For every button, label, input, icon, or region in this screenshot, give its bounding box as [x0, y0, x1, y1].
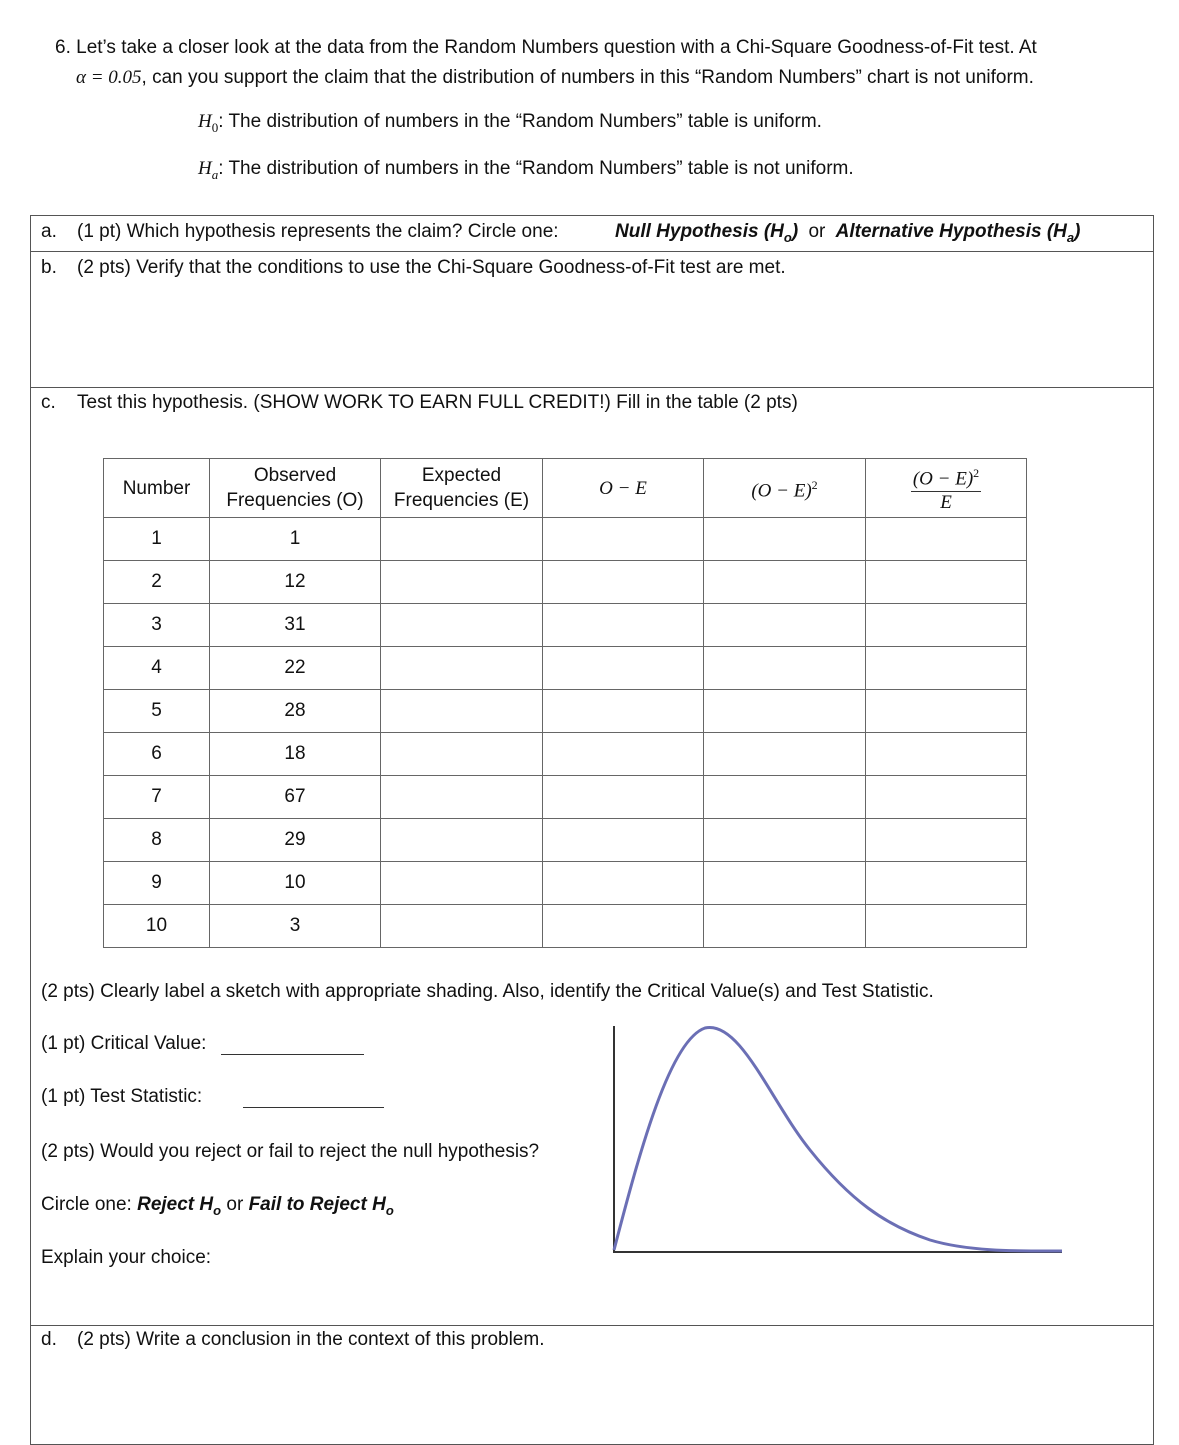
part-a-label: a.	[41, 221, 57, 242]
ha-subscript: a	[211, 166, 219, 182]
ha-symbol: H	[198, 158, 212, 179]
expected-cell[interactable]	[381, 776, 543, 819]
expected-cell[interactable]	[381, 905, 543, 948]
expected-cell[interactable]	[381, 862, 543, 905]
expected-cell[interactable]	[381, 604, 543, 647]
header-number: Number	[104, 459, 210, 518]
part-c-label: c.	[41, 392, 56, 413]
reject-option[interactable]: Reject $H_o$	[137, 1194, 222, 1218]
null-hypothesis-option[interactable]: Null Hypothesis $(H_o)$	[615, 221, 799, 245]
o-minus-e-squared-cell[interactable]	[704, 733, 866, 776]
chi-component-cell[interactable]	[866, 690, 1027, 733]
observed-cell: 31	[210, 604, 381, 647]
chi-component-cell[interactable]	[866, 561, 1027, 604]
header-observed: Observed Frequencies (O)	[210, 459, 381, 518]
h0-text: : The distribution of numbers in the “Random Numbers” table is uniform.	[218, 111, 822, 132]
circle-one-label: Circle one:	[41, 1194, 132, 1215]
o-minus-e-cell[interactable]	[543, 862, 704, 905]
chi-component-cell[interactable]	[866, 776, 1027, 819]
number-cell: 1	[104, 518, 210, 561]
header-expected: Expected Frequencies (E)	[381, 459, 543, 518]
observed-cell: 18	[210, 733, 381, 776]
o-minus-e-squared-cell[interactable]	[704, 647, 866, 690]
part-a-options	[615, 220, 1080, 250]
header-chi-component: $\frac{(O - E)^2}{E}$	[866, 459, 1027, 518]
chi-component-cell[interactable]	[866, 862, 1027, 905]
expected-cell[interactable]	[381, 647, 543, 690]
part-b-question: (2 pts) Verify that the conditions to use the Chi-Square Goodness-of-Fit test are met.	[77, 257, 786, 278]
critical-value-blank[interactable]	[221, 1034, 364, 1055]
chi-square-curve	[614, 1027, 1062, 1251]
expected-cell[interactable]	[381, 690, 543, 733]
number-cell: 4	[104, 647, 210, 690]
part-d-question: (2 pts) Write a conclusion in the context of this problem.	[77, 1329, 545, 1350]
chi-component-cell[interactable]	[866, 905, 1027, 948]
table-header-row	[104, 459, 1027, 518]
table-row	[104, 733, 1027, 776]
table-row	[104, 819, 1027, 862]
explain-label: Explain your choice:	[41, 1247, 212, 1268]
table-row	[104, 518, 1027, 561]
or-text: or	[808, 221, 826, 242]
header-o-minus-e: O − E	[543, 459, 704, 518]
reject-choice	[41, 1193, 394, 1223]
observed-cell: 67	[210, 776, 381, 819]
o-minus-e-squared-cell[interactable]	[704, 690, 866, 733]
table-row	[104, 776, 1027, 819]
o-minus-e-cell[interactable]	[543, 518, 704, 561]
observed-cell: 28	[210, 690, 381, 733]
number-cell: 5	[104, 690, 210, 733]
o-minus-e-cell[interactable]	[543, 776, 704, 819]
critical-value-label: (1 pt) Critical Value:	[41, 1033, 207, 1054]
alternative-hypothesis	[198, 157, 854, 187]
part-d-label: d.	[41, 1329, 57, 1350]
o-minus-e-cell[interactable]	[543, 905, 704, 948]
question-line-2	[76, 66, 1034, 90]
test-statistic-blank[interactable]	[243, 1087, 384, 1108]
chi-component-cell[interactable]	[866, 819, 1027, 862]
chi-component-cell[interactable]	[866, 733, 1027, 776]
o-minus-e-cell[interactable]	[543, 647, 704, 690]
question-line-1: 6. Let’s take a closer look at the data from the Random Numbers question with a Chi-Square Goodness-of-Fit test. At	[55, 37, 1037, 58]
test-statistic-label: (1 pt) Test Statistic:	[41, 1086, 203, 1107]
number-cell: 9	[104, 862, 210, 905]
null-hypothesis	[198, 110, 822, 140]
o-minus-e-squared-cell[interactable]	[704, 905, 866, 948]
observed-cell: 1	[210, 518, 381, 561]
number-cell: 8	[104, 819, 210, 862]
reject-question: (2 pts) Would you reject or fail to reject the null hypothesis?	[41, 1141, 540, 1162]
ha-text: : The distribution of numbers in the “Random Numbers” table is not uniform.	[218, 158, 854, 179]
table-row	[104, 905, 1027, 948]
o-minus-e-cell[interactable]	[543, 819, 704, 862]
fail-to-reject-option[interactable]: Fail to Reject $H_o$	[248, 1194, 394, 1218]
o-minus-e-cell[interactable]	[543, 604, 704, 647]
sketch-instructions: (2 pts) Clearly label a sketch with appropriate shading. Also, identify the Critical Value(s) and Test Statistic.	[41, 981, 934, 1002]
table-row	[104, 690, 1027, 733]
expected-cell[interactable]	[381, 561, 543, 604]
alternative-hypothesis-option[interactable]: Alternative Hypothesis $(H_a)$	[835, 221, 1081, 245]
observed-cell: 12	[210, 561, 381, 604]
chi-component-cell[interactable]	[866, 518, 1027, 561]
o-minus-e-cell[interactable]	[543, 690, 704, 733]
o-minus-e-squared-cell[interactable]	[704, 561, 866, 604]
frequency-table	[103, 458, 1027, 948]
chi-component-cell[interactable]	[866, 647, 1027, 690]
chi-square-sketch[interactable]	[600, 1020, 1070, 1265]
o-minus-e-squared-cell[interactable]	[704, 518, 866, 561]
expected-cell[interactable]	[381, 518, 543, 561]
number-cell: 6	[104, 733, 210, 776]
number-cell: 10	[104, 905, 210, 948]
part-b-label: b.	[41, 257, 57, 278]
h0-symbol: H	[198, 111, 212, 132]
o-minus-e-cell[interactable]	[543, 561, 704, 604]
table-row	[104, 647, 1027, 690]
o-minus-e-squared-cell[interactable]	[704, 819, 866, 862]
question-line-2-rest: , can you support the claim that the distribution of numbers in this “Random Numbers” chart is not uniform.	[141, 67, 1034, 88]
o-minus-e-squared-cell[interactable]	[704, 776, 866, 819]
header-o-minus-e-squared: $(O - E)^2$	[704, 459, 866, 518]
observed-cell: 10	[210, 862, 381, 905]
part-a-question: (1 pt) Which hypothesis represents the claim? Circle one:	[77, 221, 559, 242]
chi-component-cell[interactable]	[866, 604, 1027, 647]
observed-cell: 29	[210, 819, 381, 862]
expected-cell[interactable]	[381, 733, 543, 776]
alpha-value: α = 0.05	[76, 67, 142, 88]
o-minus-e-squared-cell[interactable]	[704, 604, 866, 647]
part-c-question: Test this hypothesis. (SHOW WORK TO EARN FULL CREDIT!) Fill in the table (2 pts)	[77, 392, 798, 413]
o-minus-e-cell[interactable]	[543, 733, 704, 776]
observed-cell: 3	[210, 905, 381, 948]
o-minus-e-squared-cell[interactable]	[704, 862, 866, 905]
number-cell: 3	[104, 604, 210, 647]
number-cell: 7	[104, 776, 210, 819]
h0-subscript: 0	[211, 119, 219, 135]
expected-cell[interactable]	[381, 819, 543, 862]
observed-cell: 22	[210, 647, 381, 690]
number-cell: 2	[104, 561, 210, 604]
or-text-2: or	[226, 1194, 244, 1215]
table-row	[104, 604, 1027, 647]
table-row	[104, 862, 1027, 905]
table-row	[104, 561, 1027, 604]
